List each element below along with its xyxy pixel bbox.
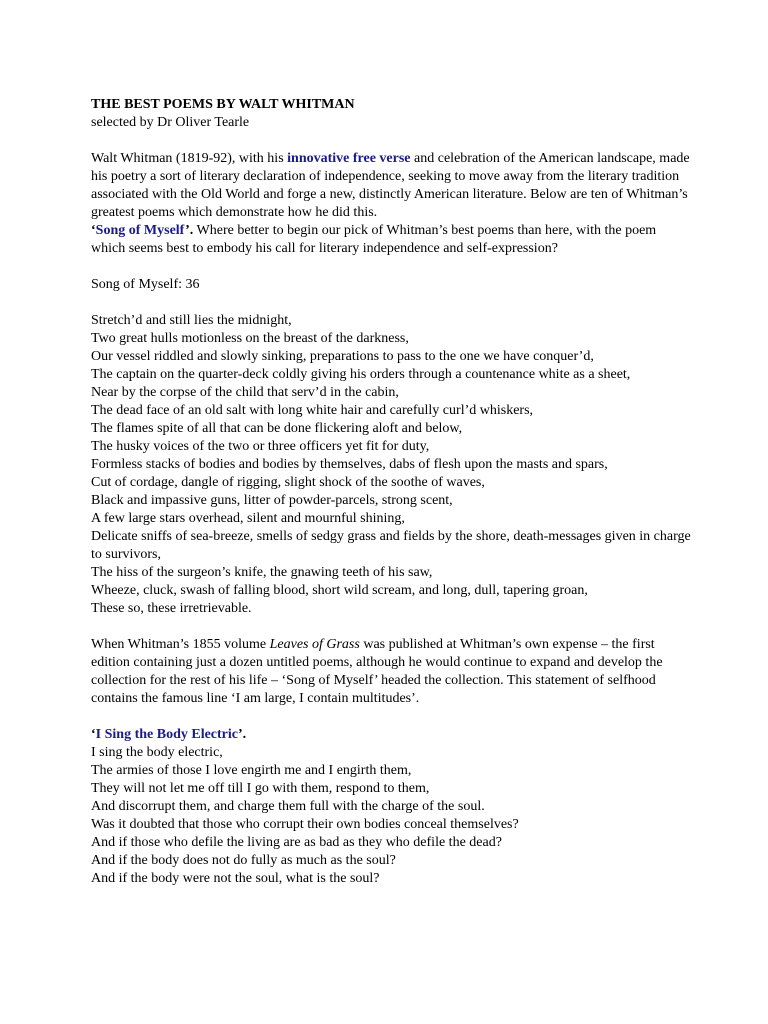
poem1-line: The captain on the quarter-deck coldly giving his orders through a countenance white as a sheet, <box>91 367 631 382</box>
poem2-line: They will not let me off till I go with them, respond to them, <box>91 781 430 796</box>
section1-open-quote: ‘ <box>91 223 96 238</box>
poem2-line: Was it doubted that those who corrupt their own bodies conceal themselves? <box>91 817 519 832</box>
poem2 <box>91 744 691 888</box>
commentary-paragraph <box>91 636 691 708</box>
document-byline: selected by Dr Oliver Tearle <box>91 115 250 130</box>
poem1-line: Wheeze, cluck, swash of falling blood, short wild scream, and long, dull, tapering groan, <box>91 583 588 598</box>
poem1-line: A few large stars overhead, silent and mournful shining, <box>91 511 405 526</box>
poem2-line: And if those who defile the living are as bad as they who defile the dead? <box>91 835 502 850</box>
poem1-line: The dead face of an old salt with long white hair and carefully curl’d whiskers, <box>91 403 534 418</box>
poem2-line: And discorrupt them, and charge them full with the charge of the soul. <box>91 799 485 814</box>
section2-heading <box>91 726 691 744</box>
commentary-text-after: was published at Whitman’s own expense – the first edition containing just a dozen untitled poems, although he would continue to expand and develop the collection for the rest of his life – ‘Song of Myself’ headed the collection. This statement of selfhood contains the famous line ‘I am large, I contain multitudes’. <box>91 637 663 706</box>
poem1-line: Stretch’d and still lies the midnight, <box>91 313 292 328</box>
leaves-of-grass-title: Leaves of Grass <box>269 637 360 652</box>
section1-close-quote: ’. <box>185 223 194 238</box>
section2-close-quote: ’. <box>238 727 247 742</box>
intro-text-after: and celebration of the American landscape, made his poetry a sort of literary declaration of independence, seeking to move away from the literary tradition associated with the Old World and forge a new, distinctly American literature. Below are ten of Whitman’s greatest poems which demonstrate how he did this. <box>91 151 690 220</box>
poem1-line: Formless stacks of bodies and bodies by themselves, dabs of flesh upon the masts and spars, <box>91 457 608 472</box>
poem1-line: These so, these irretrievable. <box>91 601 252 616</box>
poem1-line: Our vessel riddled and slowly sinking, preparations to pass to the one we have conquer’d, <box>91 349 594 364</box>
poem1-line: Cut of cordage, dangle of rigging, slight shock of the soothe of waves, <box>91 475 485 490</box>
poem1-line: The husky voices of the two or three officers yet fit for duty, <box>91 439 430 454</box>
poem2-line: And if the body does not do fully as much as the soul? <box>91 853 396 868</box>
poem1 <box>91 312 691 618</box>
body-electric-link[interactable]: I Sing the Body Electric <box>95 727 239 742</box>
poem2-line: And if the body were not the soul, what is the soul? <box>91 871 380 886</box>
poem1-line: The hiss of the surgeon’s knife, the gnawing teeth of his saw, <box>91 565 433 580</box>
poem1-heading: Song of Myself: 36 <box>91 277 200 292</box>
intro-text-before: Walt Whitman (1819-92), with his <box>91 151 288 166</box>
section1-text: Where better to begin our pick of Whitman’s best poems than here, with the poem which seems best to embody his call for literary independence and self-expression? <box>91 223 657 256</box>
commentary-text-before: When Whitman’s 1855 volume <box>91 637 270 652</box>
song-of-myself-link[interactable]: Song of Myself <box>95 223 186 238</box>
document-title: THE BEST POEMS BY WALT WHITMAN <box>91 97 355 112</box>
section2-open-quote: ‘ <box>91 727 96 742</box>
poem1-line: Near by the corpse of the child that serv’d in the cabin, <box>91 385 399 400</box>
free-verse-link[interactable]: innovative free verse <box>287 151 411 166</box>
poem1-line: Two great hulls motionless on the breast of the darkness, <box>91 331 409 346</box>
poem1-line: Delicate sniffs of sea-breeze, smells of sedgy grass and fields by the shore, death-messages given in charge to survivors, <box>91 529 691 562</box>
poem2-line: The armies of those I love engirth me and I engirth them, <box>91 763 412 778</box>
intro-paragraph <box>91 150 691 222</box>
document-page <box>91 96 691 888</box>
poem1-line: Black and impassive guns, litter of powder-parcels, strong scent, <box>91 493 453 508</box>
poem1-line: The flames spite of all that can be done flickering aloft and below, <box>91 421 463 436</box>
poem2-line: I sing the body electric, <box>91 745 223 760</box>
section1-paragraph <box>91 222 691 258</box>
